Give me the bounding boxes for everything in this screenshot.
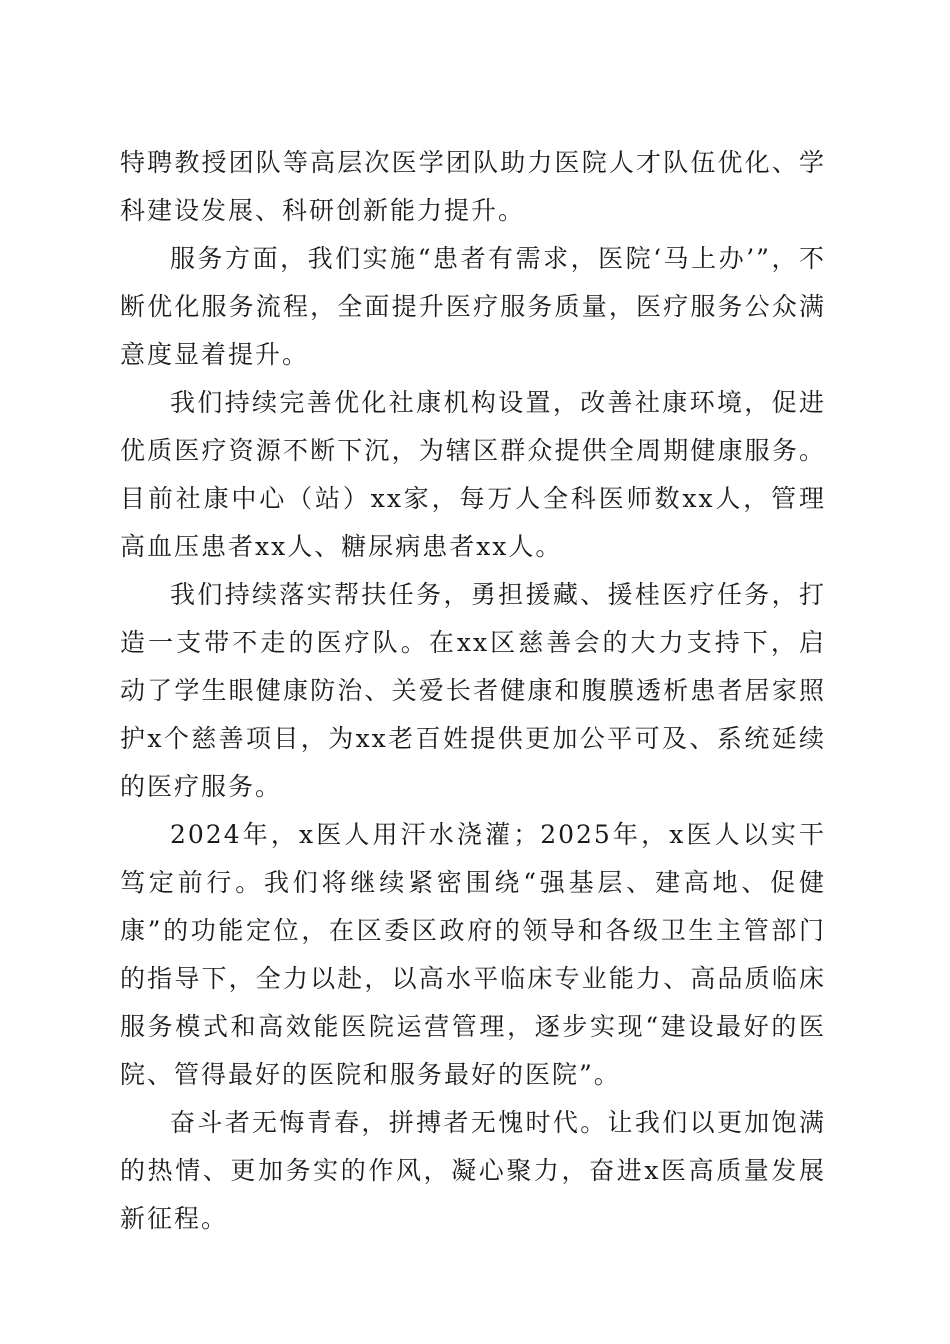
paragraph-3: 我们持续完善优化社康机构设置，改善社康环境，促进优质医疗资源不断下沉，为辖区群众提供全周期健康服务。目前社康中心（站）xx家，每万人全科医师数xx人，管理高血压患者xx人、糖尿病患者xx人。 bbox=[120, 388, 826, 561]
paragraph-2: 服务方面，我们实施“患者有需求，医院‘马上办’”，不断优化服务流程，全面提升医疗服务质量，医疗服务公众满意度显着提升。 bbox=[120, 244, 826, 369]
paragraph-5: 2024年，x医人用汗水浇灌；2025年，x医人以实干笃定前行。我们将继续紧密围绕“强基层、建高地、促健康”的功能定位，在区委区政府的领导和各级卫生主管部门的指导下，全力以赴，以高水平临床专业能力、高品质临床服务模式和高效能医院运营管理，逐步实现“建设最好的医院、管得最好的医院和服务最好的医院”。 bbox=[120, 820, 826, 1089]
paragraph-6: 奋斗者无悔青春，拼搏者无愧时代。让我们以更加饱满的热情、更加务实的作风，凝心聚力，奋进x医高质量发展新征程。 bbox=[120, 1108, 826, 1233]
document-body bbox=[120, 139, 826, 1243]
paragraph-1: 特聘教授团队等高层次医学团队助力医院人才队伍优化、学科建设发展、科研创新能力提升。 bbox=[120, 148, 826, 225]
paragraph-4: 我们持续落实帮扶任务，勇担援藏、援桂医疗任务，打造一支带不走的医疗队。在xx区慈善会的大力支持下，启动了学生眼健康防治、关爱长者健康和腹膜透析患者居家照护x个慈善项目，为xx老百姓提供更加公平可及、系统延续的医疗服务。 bbox=[120, 580, 826, 801]
